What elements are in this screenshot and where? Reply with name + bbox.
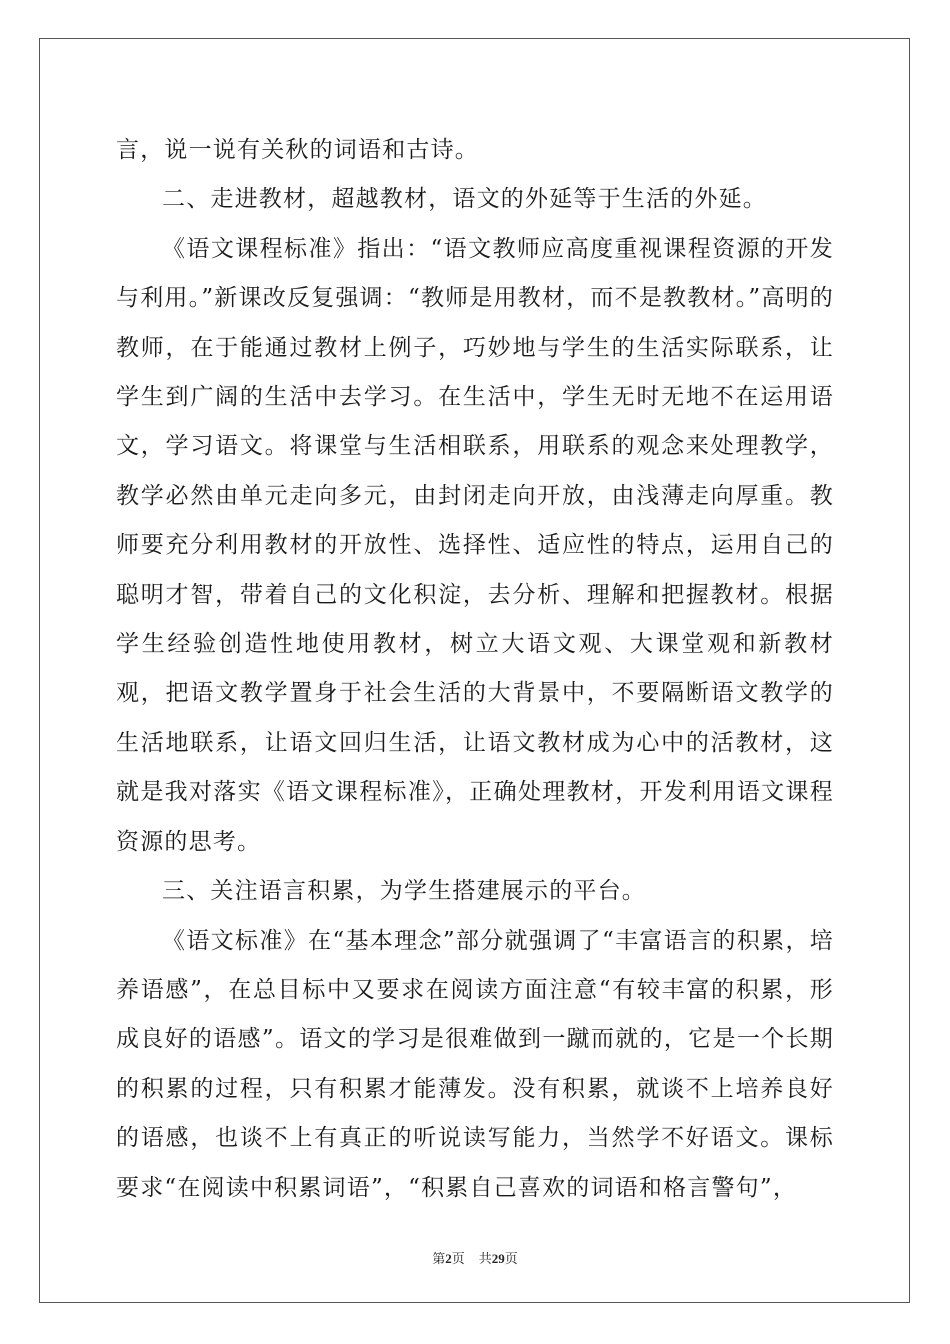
page-suffix: 页: [451, 1252, 465, 1267]
total-pages: 29: [491, 1251, 505, 1266]
total-prefix: 共: [478, 1252, 492, 1267]
paragraph-2-heading: 二、走进教材，超越教材，语文的外延等于生活的外延。: [162, 186, 767, 213]
paragraph-1: 言，说一说有关秋的词语和古诗。: [116, 137, 479, 163]
total-suffix: 页: [504, 1252, 518, 1267]
document-body: [116, 126, 834, 1213]
paragraph-5: 《语文标准》在“基本理念”部分就强调了“丰富语言的积累，培养语感”，在总目标中又要求在阅读方面注意“有较丰富的积累，形成良好的语感”。语文的学习是很难做到一蹴而就的，它是一个长期的积累的过程，只有积累才能薄发。没有积累，就谈不上培养良好的语感，也谈不上有真正的听说读写能力，当然学不好语文。课标要求“在阅读中积累词语”，“积累自己喜欢的词语和格言警句”，: [116, 927, 834, 1201]
page-footer: [0, 1248, 950, 1267]
paragraph-4-heading: 三、关注语言积累，为学生搭建展示的平台。: [162, 878, 646, 905]
paragraph-3: 《语文课程标准》指出：“语文教师应高度重视课程资源的开发与利用。”新课改反复强调：“教师是用教材，而不是教教材。”高明的教师，在于能通过教材上例子，巧妙地与学生的生活实际联系，让学生到广阔的生活中去学习。在生活中，学生无时无地不在运用语文，学习语文。将课堂与生活相联系，用联系的观念来处理教学，教学必然由单元走向多元，由封闭走向开放，由浅薄走向厚重。教师要充分利用教材的开放性、选择性、适应性的特点，运用自己的聪明才智，带着自己的文化积淀，去分析、理解和把握教材。根据学生经验创造性地使用教材，树立大语文观、大课堂观和新教材观，把语文教学置身于社会生活的大背景中，不要隔断语文教学的生活地联系，让语文回归生活，让语文教材成为心中的活教材，这就是我对落实《语文课程标准》，正确处理教材，开发利用语文课程资源的思考。: [116, 235, 834, 855]
page-number: 2: [445, 1251, 452, 1266]
page-prefix: 第: [432, 1252, 446, 1267]
